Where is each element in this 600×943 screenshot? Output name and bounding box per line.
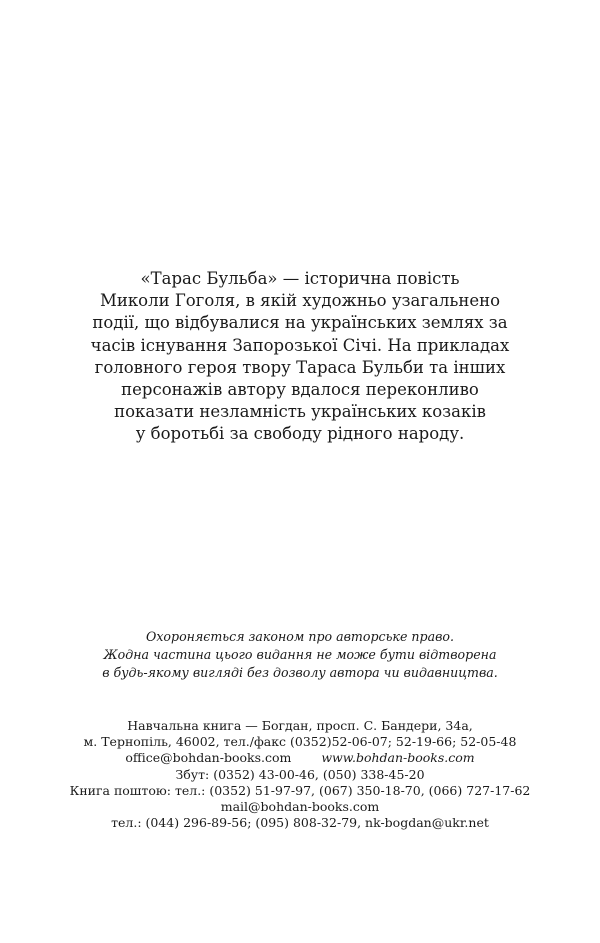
annotation-line: «Тарас Бульба» — історична повість [140,269,460,288]
publisher-name-address: Навчальна книга — Богдан, просп. С. Бандери, 34а, [127,718,473,733]
annotation-line: Миколи Гоголя, в якій художньо узагальнено [99,291,501,311]
publisher-city-phones: м. Тернопіль, 46002, тел./факс (0352)52-06-07; 52-19-66; 52-05-48 [83,734,517,750]
annotation-line: головного героя твору Тараса Бульби та інших [94,357,506,377]
annotation-line: у боротьбі за свободу рідного народу. [135,424,465,444]
publisher-website: www.bohdan-books.com [321,750,475,766]
copyright-notice [60,628,540,683]
publisher-email: office@bohdan-books.com [125,750,292,766]
book-annotation [60,268,540,446]
mail-order-phones: Книга поштою: тел.: (0352) 51-97-97, (067) 350-18-70, (066) 727-17-62 [69,782,531,798]
copyright-line: в будь-якому вигляді без дозволу автора чи видавництва. [102,665,498,681]
annotation-line: персонажів автору вдалося переконливо [121,380,479,400]
publisher-info [60,718,540,831]
copyright-line: Охороняється законом про авторське право. [146,629,454,644]
mail-order-email: mail@bohdan-books.com [220,799,380,815]
kyiv-phones-email: тел.: (044) 296-89-56; (095) 808-32-79, nk-bogdan@ukr.net [111,815,489,831]
copyright-line: Жодна частина цього видання не може бути відтворена [103,647,497,663]
annotation-line: показати незламність українських козаків [114,402,486,422]
sales-phones: Збут: (0352) 43-00-46, (050) 338-45-20 [175,766,425,782]
annotation-line: часів існування Запорозької Січі. На прикладах [90,335,510,355]
annotation-line: події, що відбувалися на українських землях за [92,313,508,333]
publisher-contacts-row [60,750,540,766]
